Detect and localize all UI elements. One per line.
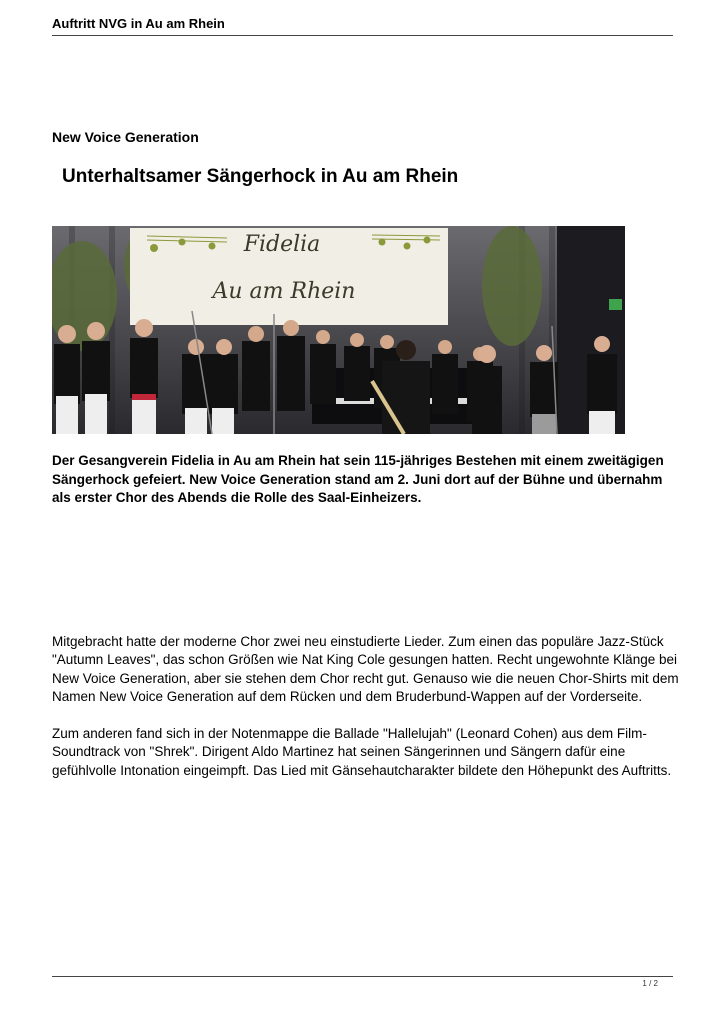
running-header: Auftritt NVG in Au am Rhein (52, 15, 673, 36)
article-body (52, 633, 682, 799)
banner-title: Fidelia (243, 232, 321, 257)
page-number: 1 / 2 (642, 979, 658, 988)
article-title: Unterhaltsamer Sängerhock in Au am Rhein (62, 166, 459, 187)
body-paragraph: Zum anderen fand sich in der Notenmappe die Ballade "Hallelujah" (Leonard Cohen) aus dem Film-Soundtrack von "Shrek". Dirigent Aldo Martinez hat seinen Sängerinnen und Sängern dafür eine gefühlvolle Intonation eingeimpft. Das Lied mit Gänsehautcharakter bildete den Höhepunkt des Auftritts. (52, 726, 672, 778)
choir-photo-illustration (52, 226, 625, 434)
article-category: New Voice Generation (52, 129, 199, 145)
article-lead: Der Gesangverein Fidelia in Au am Rhein hat sein 115-jähriges Bestehen mit einem zweitägigen Sängerhock gefeiert. New Voice Generation stand am 2. Juni dort auf der Bühne und übernahm als erster Chor des Abends die Rolle des Saal-Einheizers. (52, 453, 664, 505)
banner-subtitle: Au am Rhein (212, 279, 356, 304)
body-paragraph: Mitgebracht hatte der moderne Chor zwei neu einstudierte Lieder. Zum einen das populäre Jazz-Stück "Autumn Leaves", das schon Größen wie Nat King Cole gesungen hatten. Recht ungewohnte Klänge bei New Voice Generation, aber sie stehen dem Chor recht gut. Genauso wie die neuen Chor-Shirts mit dem Namen New Voice Generation auf dem Rücken und dem Bruderbund-Wappen auf der Vorderseite. (52, 634, 679, 705)
choir-photo (52, 226, 625, 434)
footer-divider (52, 976, 673, 977)
